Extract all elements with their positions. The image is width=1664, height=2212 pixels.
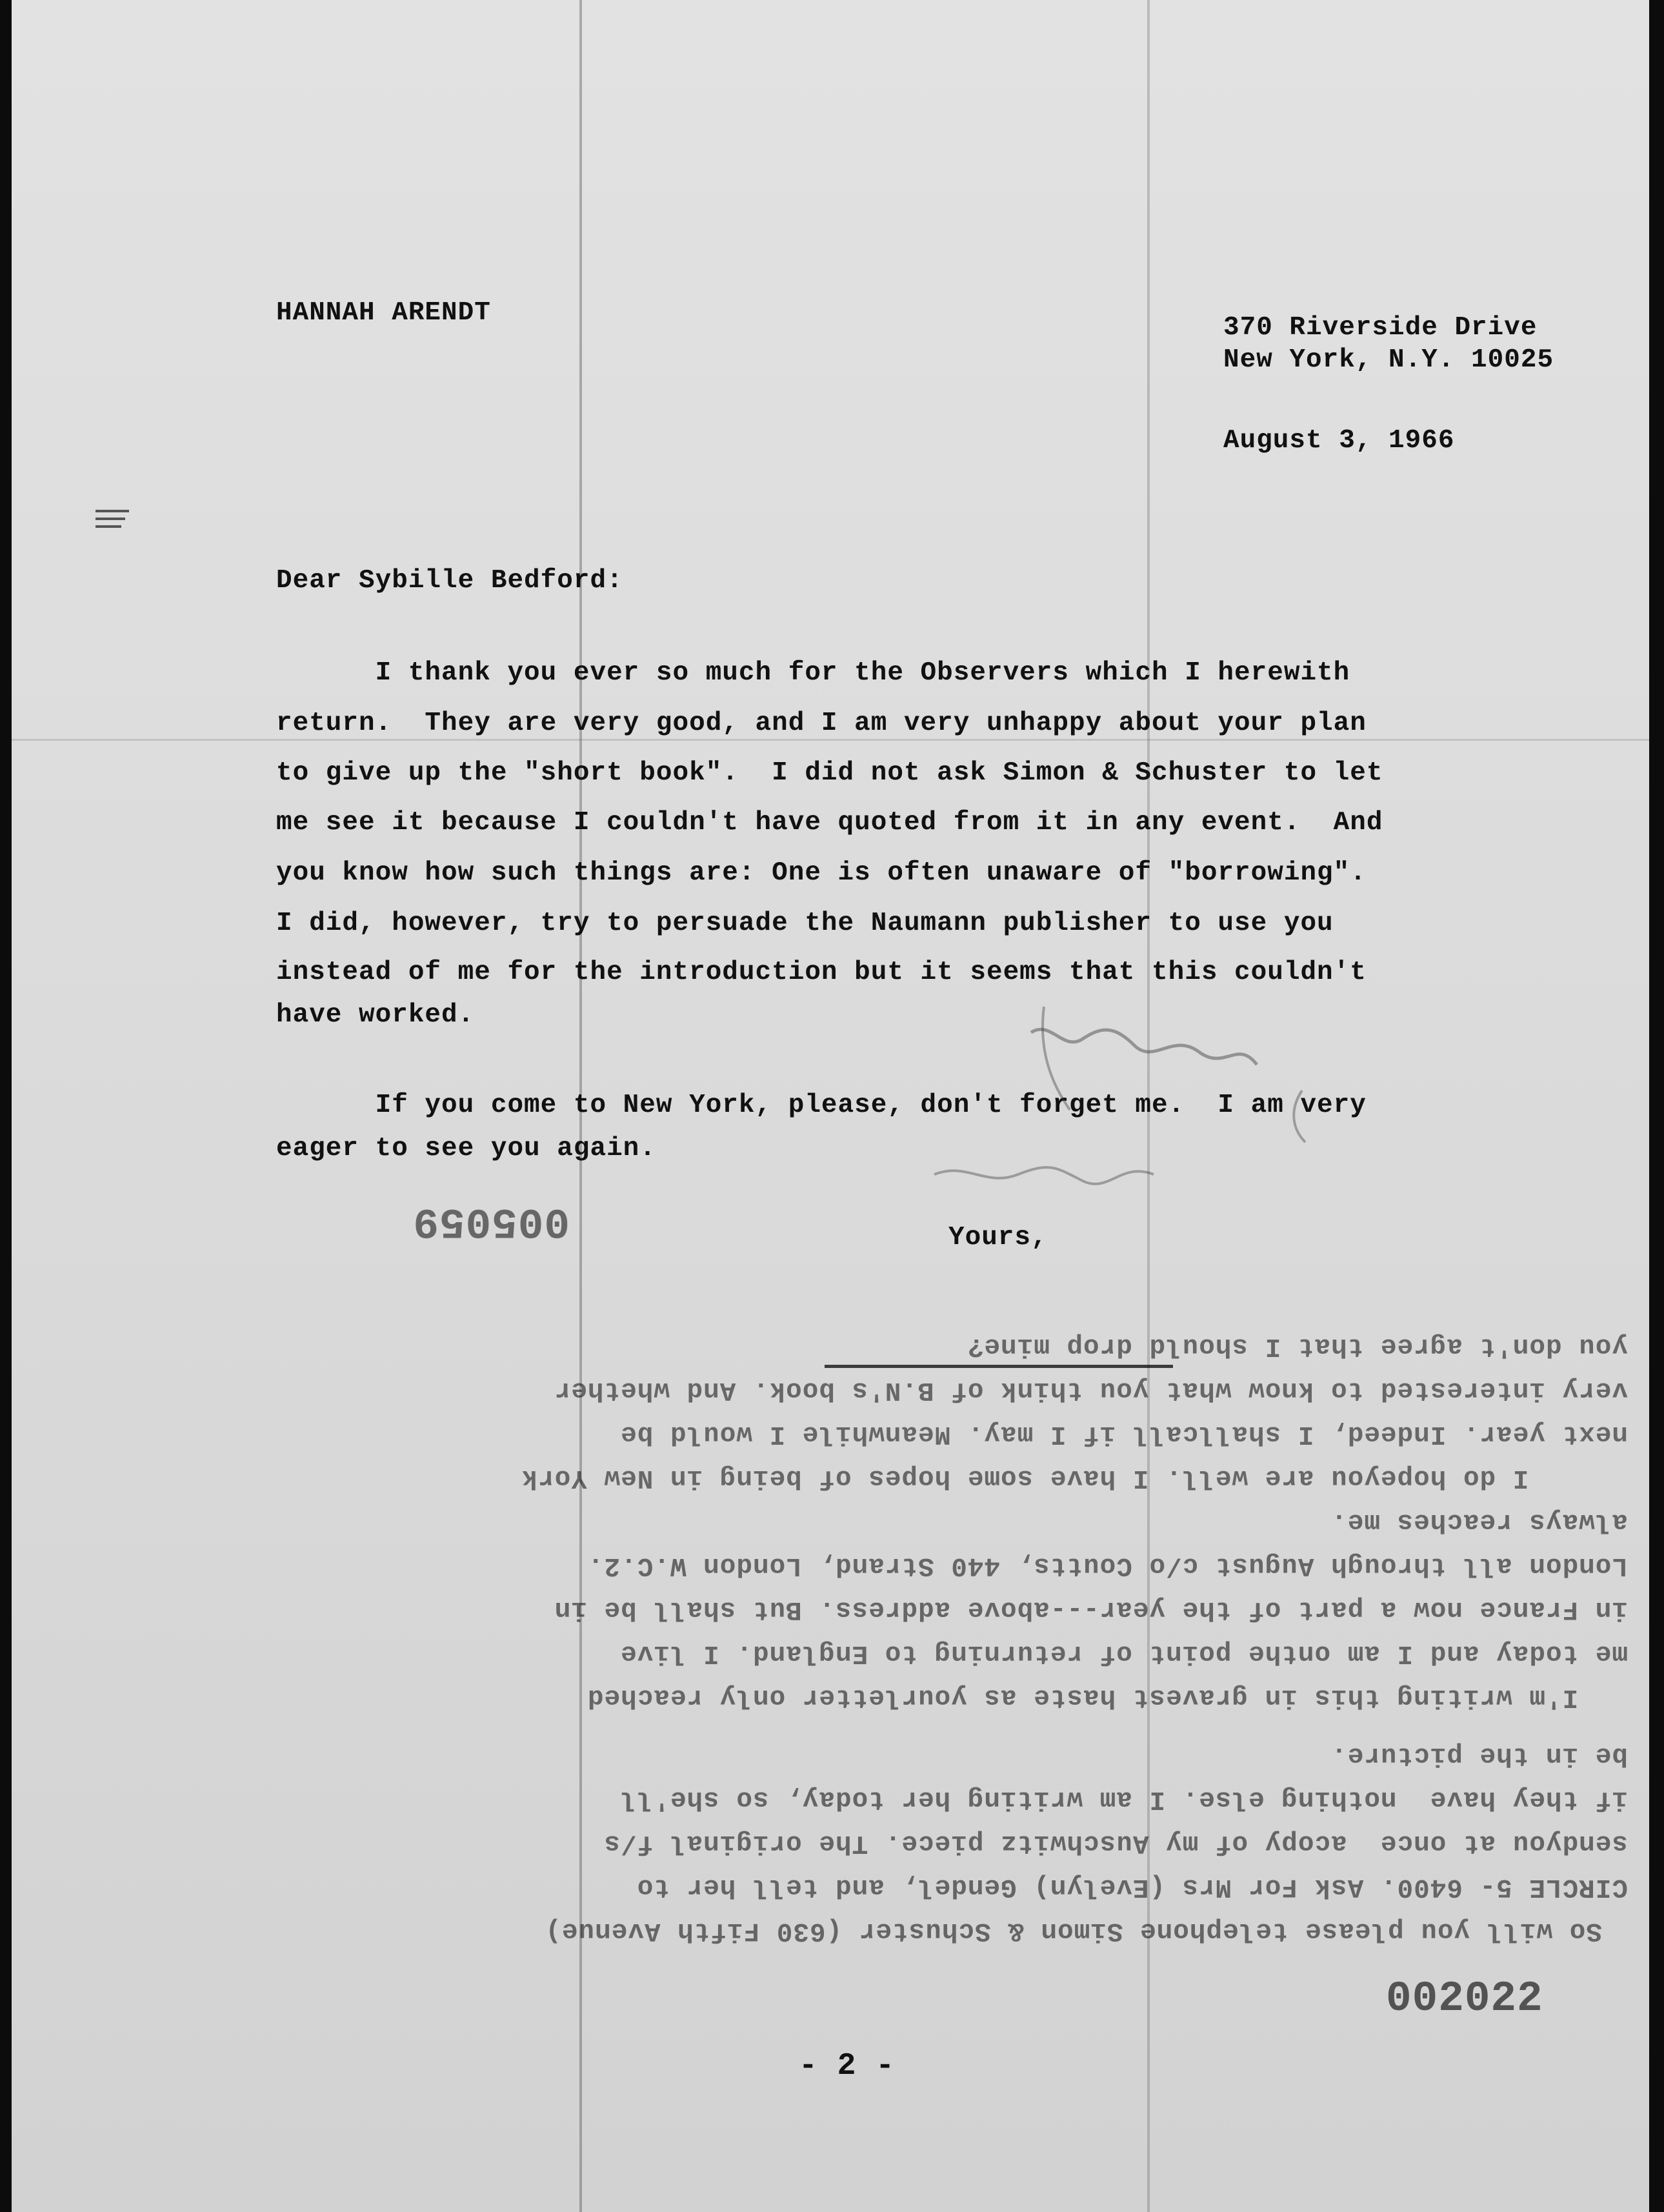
handwriting-scribble (837, 981, 1367, 1200)
letter-date: August 3, 1966 (1223, 426, 1455, 456)
bleed-line: I do hopeyou are well. I have some hopes of being in New York (521, 1463, 1628, 1493)
bleed-line: CIRCLE 5- 6400. Ask For Mrs (Evelyn) Gendel, and tell her to (636, 1872, 1628, 1902)
bleed-line: very interested to know what you think of B.N's book. And whether (554, 1375, 1628, 1405)
body-line: eager to see you again. (276, 1134, 656, 1163)
bleed-line: always reaches me. (1330, 1507, 1628, 1536)
bleed-line: you don't agree that I should drop mine? (967, 1331, 1628, 1361)
bleed-line: be in the picture. (1330, 1740, 1628, 1770)
body-line: you know how such things are: One is often unaware of "borrowing". (276, 858, 1367, 888)
body-line: I did, however, try to persuade the Naumann publisher to use you (276, 909, 1334, 938)
body-line: If you come to New York, please, don't forget me. I am very (276, 1091, 1367, 1120)
body-line: instead of me for the introduction but it seems that this couldn't (276, 958, 1367, 987)
letter-page (12, 0, 1649, 2212)
bleed-line: next year. Indeed, I shallcall if I may. Meanwhile I would be (620, 1419, 1628, 1449)
bleed-line: London all through August c/o Coutts, 440 Strand, London W.C.2. (586, 1551, 1628, 1580)
body-line: have worked. (276, 1000, 475, 1030)
bleed-page-number: 005059 (412, 1197, 570, 1245)
address-street: 370 Riverside Drive (1223, 313, 1538, 343)
bleed-through-text (241, 1197, 1628, 1946)
archive-number: 002022 (1386, 1975, 1543, 2023)
margin-dash (95, 518, 125, 520)
body-line: me see it because I couldn't have quoted from it in any event. And (276, 808, 1383, 838)
page-marker: - 2 - (799, 2049, 896, 2084)
bleed-line: if they have nothing else. I am writing her today, so she'll (620, 1784, 1628, 1814)
sender-name: HANNAH ARENDT (276, 298, 491, 328)
bleed-line: me today and I am onthe point of returning to England. I live (620, 1638, 1628, 1668)
body-line: I thank you ever so much for the Observers which I herewith (276, 658, 1350, 688)
bleed-line: I'm writing this in gravest haste as yourletter only reached (586, 1682, 1628, 1712)
body-line: return. They are very good, and I am very unhappy about your plan (276, 709, 1367, 738)
body-line: to give up the "short book". I did not ask Simon & Schuster to let (276, 758, 1383, 788)
address-city: New York, N.Y. 10025 (1223, 345, 1554, 375)
bleed-underline (825, 1365, 1173, 1368)
salutation: Dear Sybille Bedford: (276, 566, 623, 596)
bleed-line: in France now a part of the year---above address. But shall be in (554, 1594, 1628, 1624)
closing: Yours, (948, 1223, 1048, 1252)
fold-line-horizontal (12, 739, 1649, 741)
bleed-line: sendyou at once acopy of my Auschwitz piece. The original f/s (603, 1828, 1628, 1858)
margin-dash (95, 525, 121, 528)
bleed-line: So will you please telephone Simon & Schuster (630 Fifth Avenue) (545, 1916, 1602, 1946)
margin-dash (95, 510, 129, 512)
